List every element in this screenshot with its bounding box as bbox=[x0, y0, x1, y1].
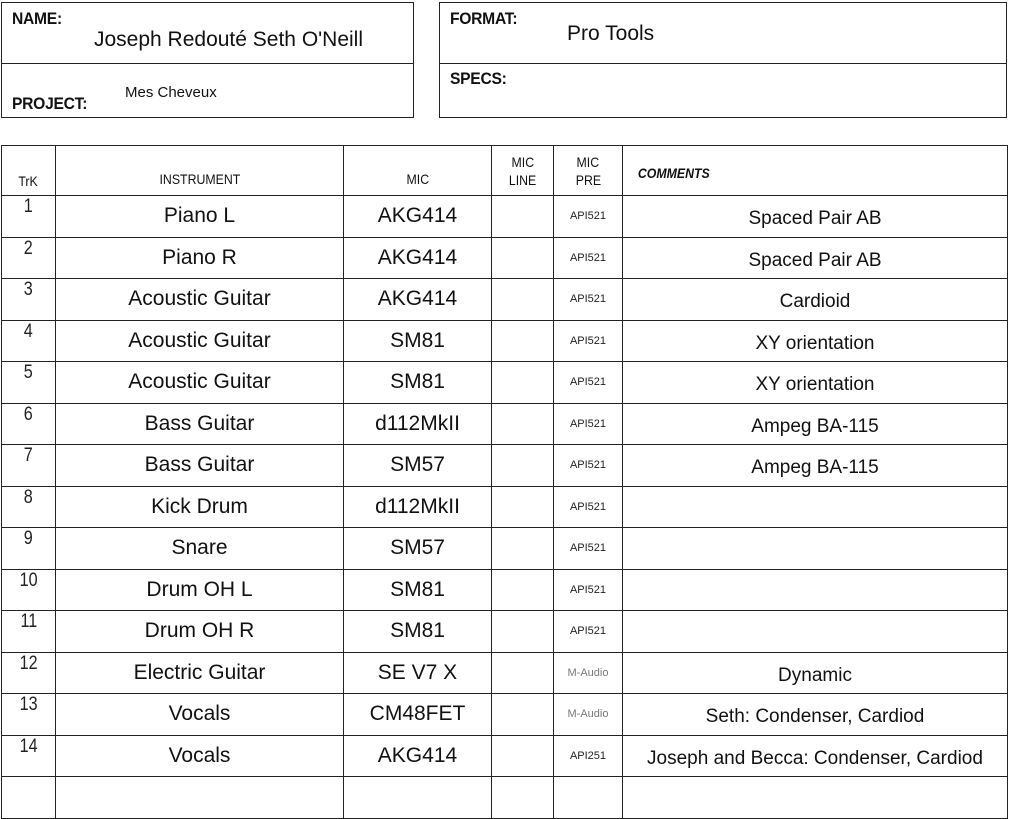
track-number-cell[interactable] bbox=[2, 611, 56, 653]
mic-line-cell[interactable] bbox=[492, 362, 554, 404]
table-row bbox=[2, 735, 1008, 777]
mic-pre-cell-text: API521 bbox=[569, 625, 607, 638]
track-number-cell[interactable] bbox=[2, 735, 56, 777]
instrument-cell-text: Drum OH L bbox=[146, 577, 253, 601]
mic-line-cell[interactable] bbox=[492, 403, 554, 445]
mic-line-cell[interactable] bbox=[492, 445, 554, 487]
comments-cell-text: Spaced Pair AB bbox=[748, 249, 882, 271]
instrument-cell-text: Acoustic Guitar bbox=[128, 370, 271, 394]
track-number-cell-text: 13 bbox=[19, 694, 38, 715]
track-number-cell[interactable] bbox=[2, 486, 56, 528]
format-specs-box bbox=[439, 2, 1007, 118]
mic-pre-cell[interactable] bbox=[554, 611, 623, 653]
comments-cell-text: Ampeg BA-115 bbox=[751, 415, 879, 437]
track-number-cell[interactable] bbox=[2, 403, 56, 445]
mic-cell[interactable] bbox=[344, 486, 492, 528]
comments-cell[interactable] bbox=[623, 362, 1008, 404]
instrument-cell[interactable] bbox=[56, 528, 344, 570]
track-number-cell[interactable] bbox=[2, 279, 56, 321]
track-number-cell-text: 2 bbox=[23, 237, 33, 259]
mic-pre-cell[interactable] bbox=[554, 694, 623, 736]
track-number-cell-text: 7 bbox=[23, 445, 33, 466]
mic-cell[interactable] bbox=[344, 735, 492, 777]
track-number-cell-text: 14 bbox=[19, 735, 38, 757]
table-row bbox=[2, 362, 1008, 404]
mic-line-cell[interactable] bbox=[492, 735, 554, 777]
table-header-row bbox=[2, 146, 1008, 196]
instrument-cell-text: Drum OH R bbox=[144, 619, 255, 643]
mic-cell[interactable] bbox=[344, 569, 492, 611]
instrument-cell-text: Bass Guitar bbox=[144, 411, 255, 435]
table-row bbox=[2, 777, 1008, 819]
mic-cell-text: SM57 bbox=[390, 536, 445, 560]
divider bbox=[440, 63, 1006, 64]
mic-cell[interactable] bbox=[344, 445, 492, 487]
mic-line-cell[interactable] bbox=[492, 777, 554, 819]
track-number-cell-text: 1 bbox=[23, 196, 33, 217]
mic-pre-cell[interactable] bbox=[554, 652, 623, 694]
mic-pre-cell[interactable] bbox=[554, 362, 623, 404]
instrument-cell[interactable] bbox=[56, 279, 344, 321]
mic-pre-cell-text: M-Audio bbox=[567, 708, 609, 721]
instrument-cell[interactable] bbox=[56, 196, 344, 238]
instrument-cell[interactable] bbox=[56, 320, 344, 362]
column-header-instrument: INSTRUMENT bbox=[56, 146, 344, 196]
mic-pre-cell-text: API521 bbox=[569, 293, 607, 306]
table-row bbox=[2, 486, 1008, 528]
track-number-cell-text: 6 bbox=[23, 403, 33, 425]
comments-cell[interactable] bbox=[623, 445, 1008, 487]
comments-cell-text: Spaced Pair AB bbox=[748, 208, 882, 230]
mic-pre-cell-text: API521 bbox=[569, 334, 607, 347]
specs-label: SPECS: bbox=[450, 69, 507, 88]
comments-cell[interactable] bbox=[623, 735, 1008, 777]
instrument-cell[interactable] bbox=[56, 569, 344, 611]
track-number-cell[interactable] bbox=[2, 320, 56, 362]
comments-cell[interactable] bbox=[623, 196, 1008, 238]
column-header-comments: COMMENTS bbox=[623, 146, 1008, 196]
column-header-mic-line: MIC LINE bbox=[492, 146, 554, 196]
instrument-cell-text: Bass Guitar bbox=[144, 453, 255, 477]
column-header-trk: TrK bbox=[2, 146, 56, 196]
instrument-cell[interactable] bbox=[56, 694, 344, 736]
track-number-cell-text: 9 bbox=[23, 528, 33, 549]
mic-line-cell[interactable] bbox=[492, 694, 554, 736]
mic-pre-cell[interactable] bbox=[554, 403, 623, 445]
instrument-cell-text: Acoustic Guitar bbox=[128, 287, 271, 311]
mic-pre-cell-text: API521 bbox=[569, 210, 607, 223]
track-number-cell[interactable] bbox=[2, 196, 56, 238]
mic-pre-cell-text: API521 bbox=[569, 542, 607, 555]
instrument-cell[interactable] bbox=[56, 652, 344, 694]
instrument-cell[interactable] bbox=[56, 777, 344, 819]
mic-pre-cell[interactable] bbox=[554, 237, 623, 279]
comments-cell-text: Ampeg BA-115 bbox=[751, 457, 879, 479]
table-row bbox=[2, 403, 1008, 445]
mic-cell-text: d112MkII bbox=[375, 494, 460, 518]
mic-pre-cell[interactable] bbox=[554, 445, 623, 487]
table-row bbox=[2, 528, 1008, 570]
comments-cell[interactable] bbox=[623, 279, 1008, 321]
track-sheet-table bbox=[1, 145, 1008, 819]
track-number-cell-text: 10 bbox=[19, 569, 38, 591]
comments-cell-text: Joseph and Becca: Condenser, Cardiod bbox=[647, 747, 983, 769]
comments-cell[interactable] bbox=[623, 611, 1008, 653]
instrument-cell[interactable] bbox=[56, 611, 344, 653]
mic-cell-text: SM57 bbox=[390, 453, 445, 477]
mic-pre-cell-text: API521 bbox=[569, 583, 607, 596]
comments-cell[interactable] bbox=[623, 777, 1008, 819]
table-row bbox=[2, 196, 1008, 238]
instrument-cell[interactable] bbox=[56, 445, 344, 487]
divider bbox=[2, 63, 413, 64]
mic-pre-cell[interactable] bbox=[554, 777, 623, 819]
comments-cell[interactable] bbox=[623, 486, 1008, 528]
mic-pre-cell-text: API251 bbox=[569, 749, 607, 762]
instrument-cell-text: Kick Drum bbox=[151, 494, 248, 518]
track-number-cell[interactable] bbox=[2, 445, 56, 487]
mic-pre-cell[interactable] bbox=[554, 735, 623, 777]
track-number-cell[interactable] bbox=[2, 777, 56, 819]
mic-line-cell[interactable] bbox=[492, 279, 554, 321]
mic-line-cell[interactable] bbox=[492, 569, 554, 611]
mic-pre-cell[interactable] bbox=[554, 196, 623, 238]
mic-line-cell[interactable] bbox=[492, 237, 554, 279]
comments-cell[interactable] bbox=[623, 652, 1008, 694]
column-header-mic: MIC bbox=[344, 146, 492, 196]
mic-cell[interactable] bbox=[344, 320, 492, 362]
table-row bbox=[2, 611, 1008, 653]
track-number-cell-text: 5 bbox=[23, 362, 33, 383]
comments-cell[interactable] bbox=[623, 320, 1008, 362]
mic-pre-cell-text: API521 bbox=[569, 459, 607, 472]
project-label: PROJECT: bbox=[12, 94, 88, 113]
track-number-cell[interactable] bbox=[2, 362, 56, 404]
comments-cell-text: Seth: Condenser, Cardiod bbox=[705, 706, 925, 728]
instrument-cell[interactable] bbox=[56, 486, 344, 528]
table-row bbox=[2, 652, 1008, 694]
mic-pre-cell-text: API521 bbox=[569, 251, 607, 264]
mic-cell[interactable] bbox=[344, 196, 492, 238]
mic-pre-cell-text: M-Audio bbox=[567, 666, 609, 679]
mic-cell-text: AKG414 bbox=[377, 743, 458, 767]
comments-cell[interactable] bbox=[623, 403, 1008, 445]
mic-cell[interactable] bbox=[344, 652, 492, 694]
mic-cell-text: SM81 bbox=[390, 370, 445, 394]
mic-cell-text: SE V7 X bbox=[377, 660, 458, 684]
mic-cell[interactable] bbox=[344, 611, 492, 653]
comments-cell-text: XY orientation bbox=[755, 332, 875, 354]
mic-cell[interactable] bbox=[344, 403, 492, 445]
instrument-cell-text: Piano L bbox=[163, 204, 236, 228]
track-number-cell[interactable] bbox=[2, 694, 56, 736]
instrument-cell-text: Snare bbox=[171, 536, 228, 560]
mic-pre-cell-text: API521 bbox=[569, 500, 607, 513]
track-number-cell-text: 12 bbox=[19, 652, 38, 674]
instrument-cell[interactable] bbox=[56, 403, 344, 445]
table-row bbox=[2, 445, 1008, 487]
instrument-cell-text: Electric Guitar bbox=[133, 660, 266, 684]
mic-cell-text: AKG414 bbox=[377, 287, 458, 311]
name-field[interactable]: Joseph Redouté Seth O'Neill bbox=[94, 28, 364, 51]
table-row bbox=[2, 569, 1008, 611]
comments-cell[interactable] bbox=[623, 528, 1008, 570]
track-number-cell[interactable] bbox=[2, 652, 56, 694]
name-project-box bbox=[1, 2, 414, 118]
comments-cell-text: Cardioid bbox=[779, 291, 851, 313]
mic-pre-cell[interactable] bbox=[554, 320, 623, 362]
mic-line-cell[interactable] bbox=[492, 652, 554, 694]
table-row bbox=[2, 320, 1008, 362]
mic-cell[interactable] bbox=[344, 777, 492, 819]
format-label: FORMAT: bbox=[450, 9, 518, 28]
track-number-cell[interactable] bbox=[2, 569, 56, 611]
track-number-cell-text: 11 bbox=[20, 611, 37, 632]
comments-cell[interactable] bbox=[623, 569, 1008, 611]
comments-cell-text: XY orientation bbox=[755, 374, 875, 396]
mic-cell-text: d112MkII bbox=[375, 411, 460, 435]
table-row bbox=[2, 237, 1008, 279]
mic-pre-cell[interactable] bbox=[554, 528, 623, 570]
column-header-mic-pre: MIC PRE bbox=[554, 146, 623, 196]
instrument-cell[interactable] bbox=[56, 735, 344, 777]
mic-cell-text: AKG414 bbox=[377, 204, 458, 228]
mic-cell-text: SM81 bbox=[390, 328, 445, 352]
comments-cell[interactable] bbox=[623, 694, 1008, 736]
instrument-cell-text: Acoustic Guitar bbox=[128, 328, 271, 352]
mic-line-cell[interactable] bbox=[492, 486, 554, 528]
track-number-cell-text: 4 bbox=[23, 320, 33, 342]
instrument-cell-text: Vocals bbox=[168, 702, 231, 726]
mic-line-cell[interactable] bbox=[492, 611, 554, 653]
mic-cell-text: AKG414 bbox=[377, 245, 458, 269]
mic-line-cell[interactable] bbox=[492, 320, 554, 362]
track-number-cell-text: 3 bbox=[23, 279, 33, 300]
mic-cell-text: SM81 bbox=[390, 577, 445, 601]
table-row bbox=[2, 279, 1008, 321]
mic-cell[interactable] bbox=[344, 279, 492, 321]
name-label: NAME: bbox=[12, 9, 62, 28]
mic-pre-cell-text: API521 bbox=[569, 417, 607, 430]
mic-cell[interactable] bbox=[344, 362, 492, 404]
instrument-cell[interactable] bbox=[56, 237, 344, 279]
mic-cell-text: CM48FET bbox=[369, 702, 466, 726]
mic-line-cell[interactable] bbox=[492, 528, 554, 570]
mic-pre-cell[interactable] bbox=[554, 569, 623, 611]
track-number-cell[interactable] bbox=[2, 528, 56, 570]
mic-line-cell[interactable] bbox=[492, 196, 554, 238]
track-number-cell[interactable] bbox=[2, 237, 56, 279]
mic-pre-cell[interactable] bbox=[554, 279, 623, 321]
instrument-cell-text: Piano R bbox=[162, 245, 237, 269]
mic-cell[interactable] bbox=[344, 694, 492, 736]
track-number-cell-text: 8 bbox=[23, 486, 33, 508]
instrument-cell[interactable] bbox=[56, 362, 344, 404]
comments-cell[interactable] bbox=[623, 237, 1008, 279]
mic-pre-cell-text: API521 bbox=[569, 376, 607, 389]
mic-cell[interactable] bbox=[344, 528, 492, 570]
mic-pre-cell[interactable] bbox=[554, 486, 623, 528]
mic-cell[interactable] bbox=[344, 237, 492, 279]
mic-cell-text: SM81 bbox=[390, 619, 445, 643]
table-row bbox=[2, 694, 1008, 736]
comments-cell-text: Dynamic bbox=[778, 664, 852, 686]
project-field[interactable]: Mes Cheveux bbox=[125, 84, 217, 101]
format-field[interactable]: Pro Tools bbox=[567, 22, 655, 45]
instrument-cell-text: Vocals bbox=[168, 743, 231, 767]
